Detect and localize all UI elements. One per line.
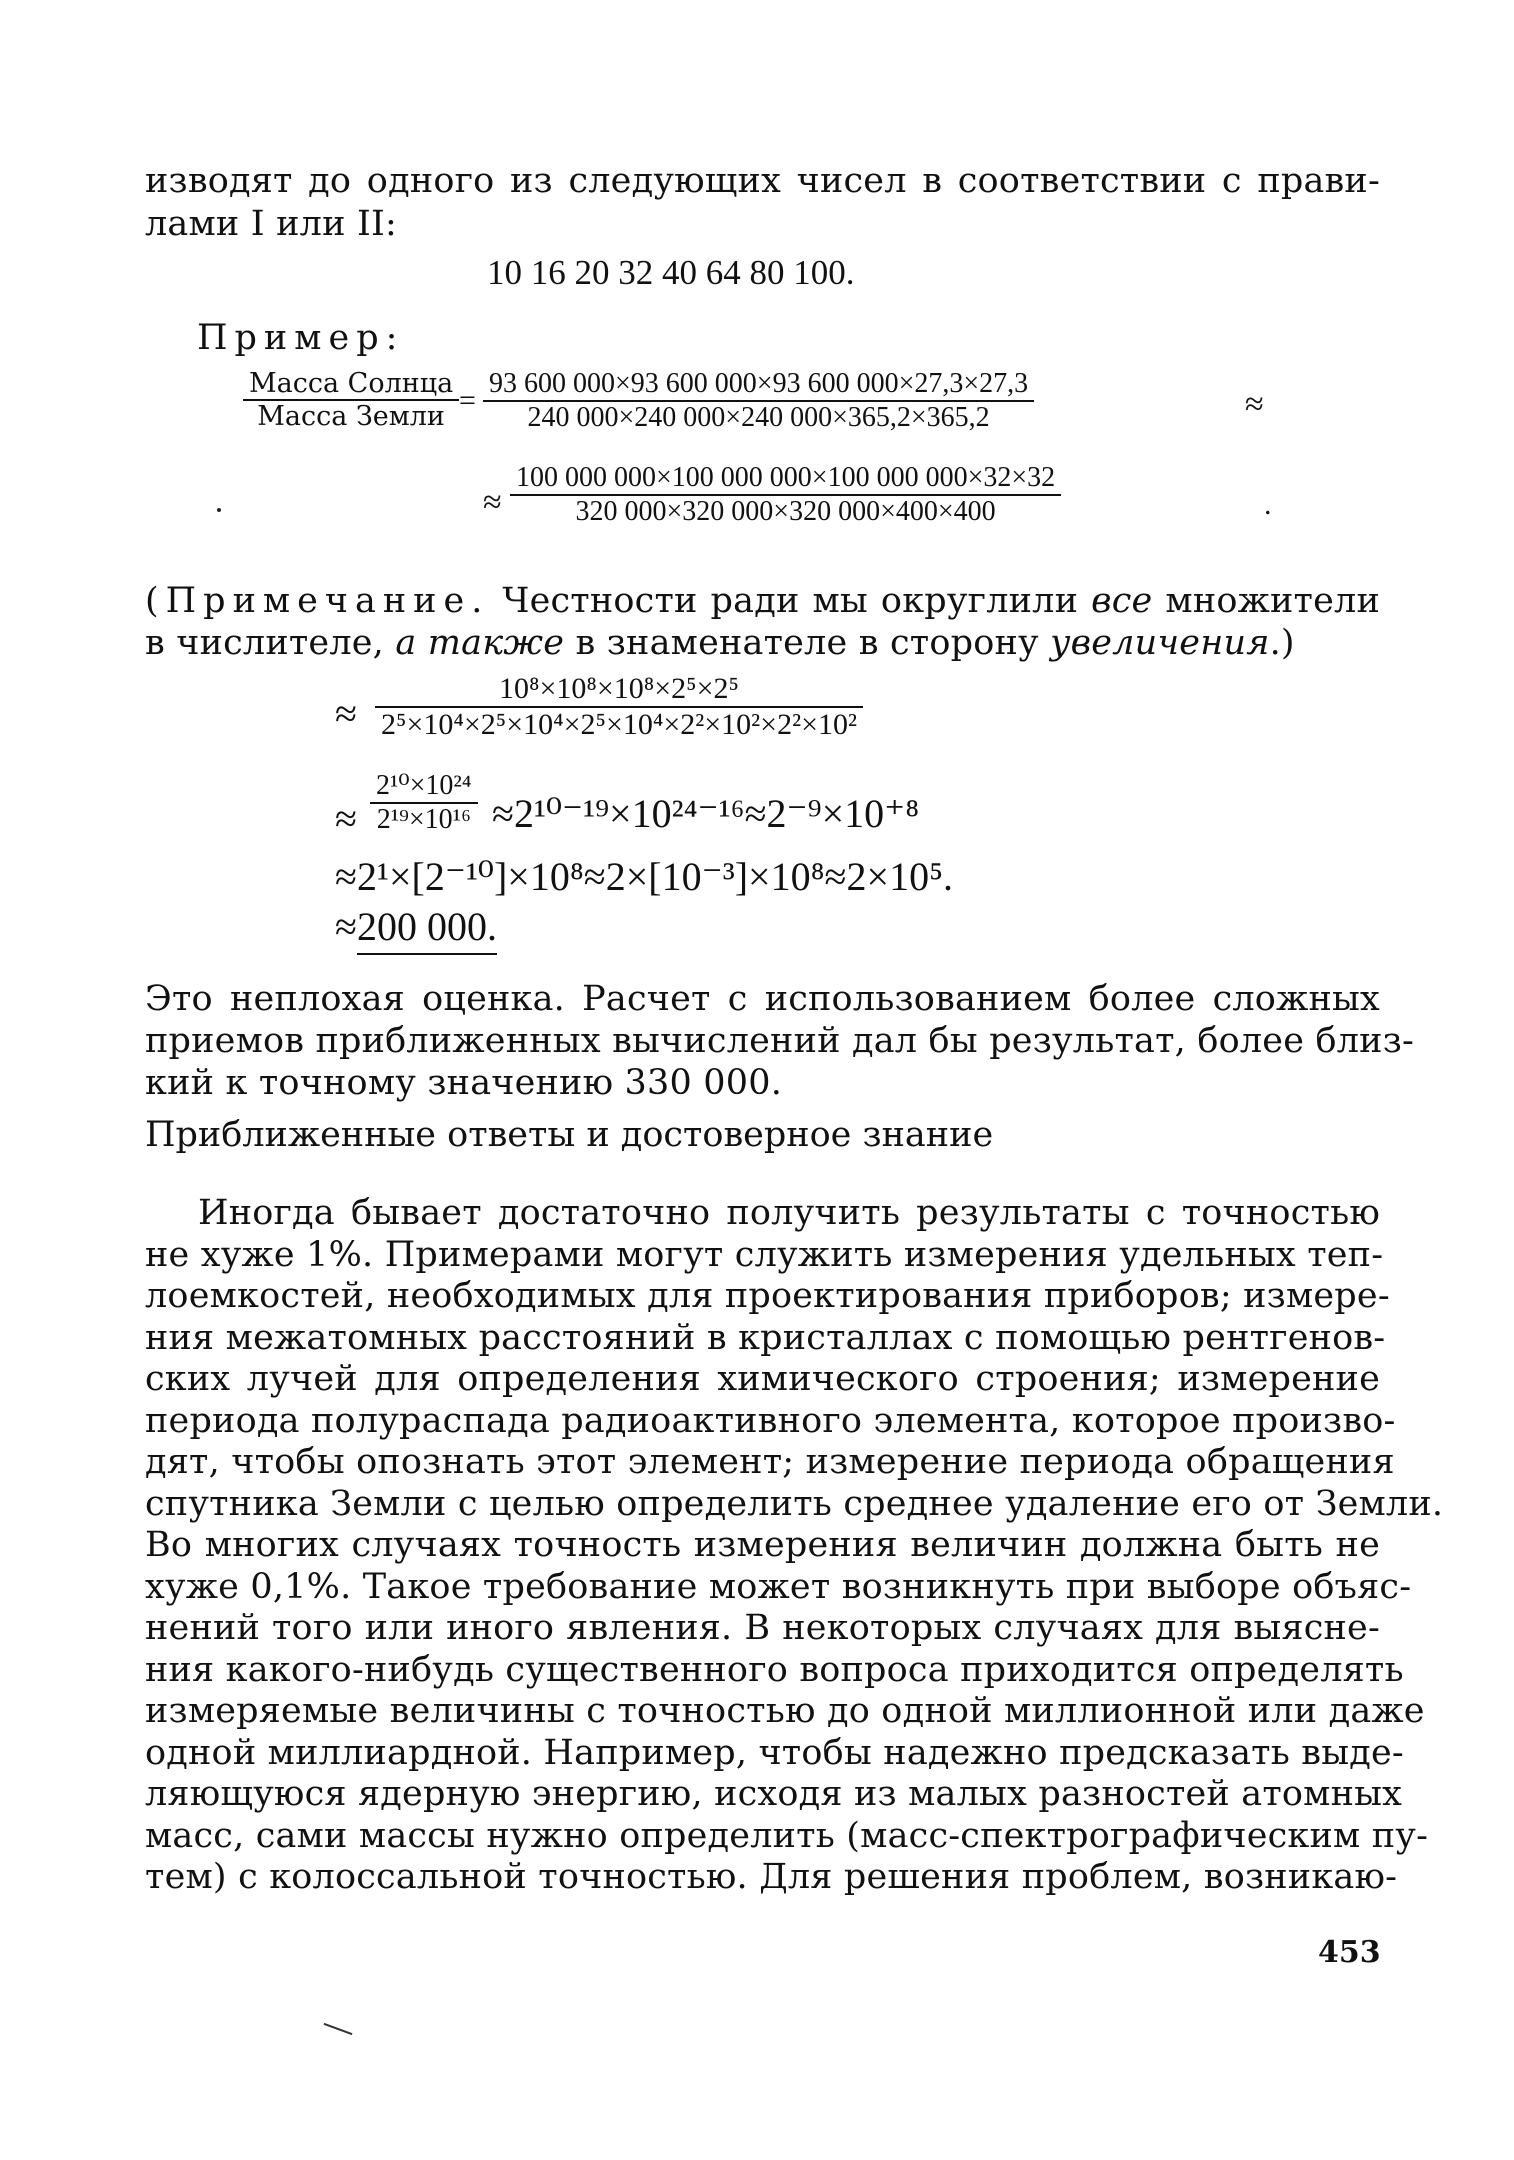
equation2-period: .	[1264, 488, 1272, 521]
approx-sign: ≈	[335, 904, 357, 949]
equation2-denominator: 320 000×320 000×320 000×400×400	[575, 496, 996, 527]
body-line: периода полураспада радиоактивного элемента, которое произво-	[145, 1400, 1396, 1441]
equation1-denominator: 240 000×240 000×240 000×365,2×365,2	[527, 402, 990, 433]
equation6	[335, 903, 497, 950]
note-emphasis: все	[1091, 581, 1153, 621]
body-line: Иногда бывает достаточно получить результаты с точностью	[198, 1193, 1380, 1233]
equation4-denominator: 2¹⁹×10¹⁶	[376, 804, 471, 835]
intro-line-1: изводят до одного из следующих чисел в соответствии с прави-	[145, 161, 1380, 201]
result-value: 200 000.	[357, 904, 497, 955]
equation3-numerator: 10⁸×10⁸×10⁸×2⁵×2⁵	[499, 672, 739, 705]
conclusion-line: Это неплохая оценка. Расчет с использованием более сложных	[145, 979, 1380, 1019]
note-text: в числителе,	[145, 623, 396, 663]
body-line: измеряемые величины с точностью до одной миллионной или даже	[145, 1691, 1425, 1731]
equation4-tail: ≈2¹⁰⁻¹⁹×10²⁴⁻¹⁶≈2⁻⁹×10⁺⁸	[492, 791, 920, 836]
body-line: одной миллиардной. Например, чтобы надежно предсказать выде-	[145, 1732, 1404, 1773]
approx-sign: ≈	[483, 484, 502, 521]
section-heading: Приближенные ответы и достоверное знание	[145, 1115, 994, 1155]
body-line: Во многих случаях точность измерения величин должна быть не	[145, 1525, 1380, 1565]
stray-mark	[324, 2023, 353, 2035]
body-line: тем) с колоссальной точностью. Для решения проблем, возникаю-	[145, 1857, 1398, 1897]
note-label: (Примечание.	[145, 581, 490, 621]
body-line: нений того или иного явления. В некоторых случаях для выясне-	[145, 1608, 1380, 1648]
body-line: спутника Земли с целью определить среднее удаление его от Земли.	[145, 1483, 1444, 1524]
body-line: ляющуюся ядерную энергию, исходя из малых разностей атомных	[145, 1774, 1403, 1814]
approx-sign: ≈	[335, 691, 357, 736]
equation2-fraction	[510, 462, 1061, 528]
mass-sun-label: Масса Солнца	[249, 368, 454, 399]
approx-sign: ≈	[1245, 386, 1264, 423]
note-text: множители	[1152, 581, 1380, 621]
equation2-numerator: 100 000 000×100 000 000×100 000 000×32×32	[516, 462, 1056, 493]
approx-sign: ≈	[335, 796, 357, 841]
body-line: ния межатомных расстояний в кристаллах с помощью рентгенов-	[145, 1317, 1386, 1358]
note-text: в знаменателе в сторону	[564, 623, 1051, 663]
body-line: масс, сами массы нужно определить (масс-спектрографическим пу-	[145, 1815, 1429, 1856]
body-line: хуже 0,1%. Такое требование может возникнуть при выборе объяс-	[145, 1566, 1412, 1607]
equation4-fraction	[370, 768, 478, 836]
equals-sign: =	[459, 384, 476, 417]
note-emphasis: увеличения	[1050, 623, 1270, 663]
equation4-numerator: 2¹⁰×10²⁴	[376, 770, 472, 801]
note-emphasis: а также	[395, 623, 565, 663]
mass-earth-label: Масса Земли	[257, 401, 445, 432]
conclusion-line: кий к точному значению 330 000.	[145, 1063, 783, 1103]
page-number: 453	[1318, 1935, 1381, 1970]
equation1-fraction	[483, 368, 1034, 434]
equation5: ≈2¹×[2⁻¹⁰]×10⁸≈2×[10⁻³]×10⁸≈2×10⁵.	[335, 854, 954, 899]
note-line-2	[145, 622, 1380, 664]
body-line: ния какого-нибудь существенного вопроса приходится определять	[145, 1649, 1404, 1690]
equation3-fraction	[375, 672, 863, 742]
body-line: ских лучей для определения химического строения; измерение	[145, 1359, 1380, 1399]
mass-ratio-fraction	[243, 368, 459, 432]
note-line-1	[145, 580, 1380, 622]
example-label: Пример:	[197, 318, 405, 358]
conclusion-line: приемов приближенных вычислений дал бы результат, более близ-	[145, 1021, 1415, 1061]
stray-mark	[217, 508, 221, 512]
intro-line-2: лами I или II:	[145, 204, 397, 244]
body-line: дят, чтобы опознать этот элемент; измерение периода обращения	[145, 1442, 1395, 1482]
equation1-numerator: 93 600 000×93 600 000×93 600 000×27,3×27,3	[489, 368, 1029, 399]
body-line: лоемкостей, необходимых для проектирования приборов; измере-	[145, 1276, 1390, 1316]
note-text: Честности ради мы округлили	[489, 581, 1092, 621]
note-text: .)	[1269, 623, 1295, 663]
equation3-denominator: 2⁵×10⁴×2⁵×10⁴×2⁵×10⁴×2²×10²×2²×10²	[381, 708, 858, 741]
body-line: не хуже 1%. Примерами могут служить измерения удельных теп-	[145, 1234, 1384, 1275]
number-sequence: 10 16 20 32 40 64 80 100.	[487, 253, 855, 292]
